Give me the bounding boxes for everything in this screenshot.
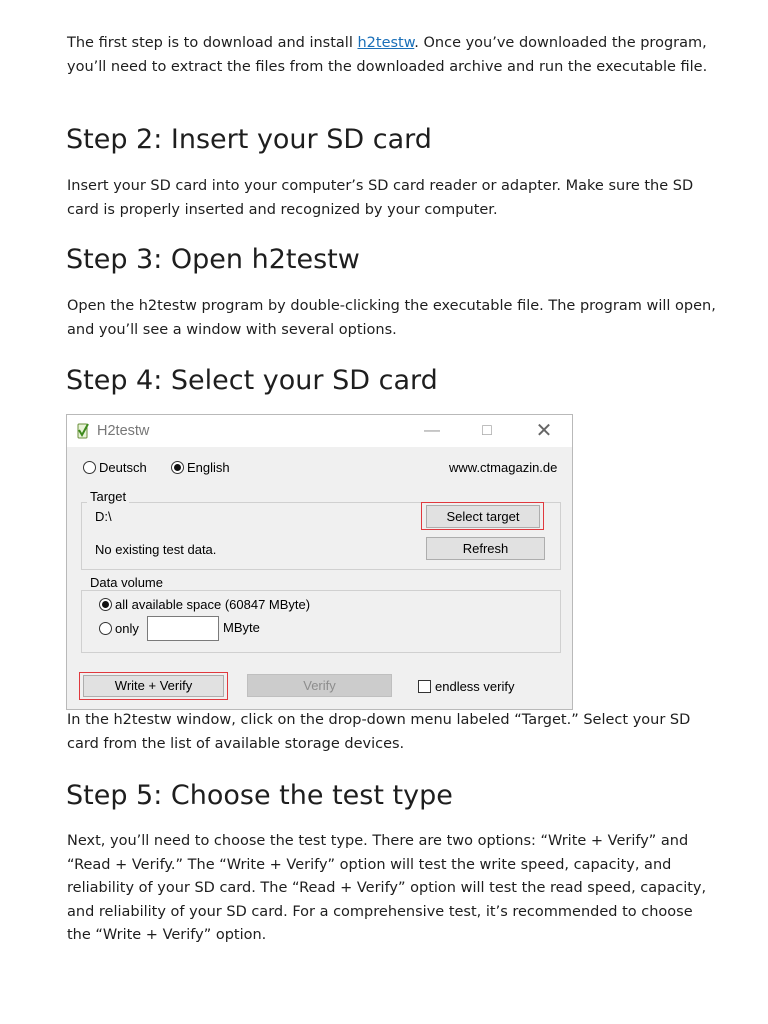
step5-paragraph: Next, you’ll need to choose the test type. There are two options: “Write + Verify” and “Read + Verify.” The “Write + Verify” option will test the write speed, capacity, and reliability of your SD card. The “Read + Verify” option will test the read speed, capacity, and reliability of your SD card. For a comprehensive test, it’s recommended to choose the “Write + Verify” option. [67,833,707,943]
website-label: www.ctmagazin.de [449,460,558,475]
h2testw-window-screenshot [66,414,573,710]
english-label: English [187,460,230,475]
target-group-label: Target [87,489,129,504]
endless-verify-label: endless verify [435,679,515,694]
intro-paragraph [67,32,717,79]
h2testw-link[interactable]: h2testw [357,35,415,51]
target-status: No existing test data. [95,542,217,557]
only-label: only [115,621,139,636]
target-drive: D:\ [95,509,112,524]
window-titlebar [67,415,572,447]
all-space-label: all available space (60847 MByte) [115,597,311,612]
endless-verify-checkbox[interactable] [418,680,431,693]
step4-heading: Step 4: Select your SD card [66,365,438,396]
step4-paragraph: In the h2testw window, click on the drop-down menu labeled “Target.” Select your SD card from the list of available storage devices. [67,712,691,752]
step5-heading: Step 5: Choose the test type [66,780,453,811]
refresh-button[interactable]: Refresh [426,537,545,560]
verify-button[interactable]: Verify [247,674,392,697]
deutsch-label: Deutsch [99,460,147,475]
intro-text-continued: . Once you’ve downloaded the program, you’ll need to extract the files from the downloaded archive and run the executable file. [67,35,708,75]
minimize-icon[interactable]: — [424,422,440,439]
window-title: H2testw [97,423,150,439]
step2-paragraph: Insert your SD card into your computer’s SD card reader or adapter. Make sure the SD card is properly inserted and recognized by your computer. [67,178,694,218]
step3-heading: Step 3: Open h2testw [66,244,360,275]
mbyte-unit-label: MByte [223,620,260,635]
h2testw-app-icon [75,422,91,440]
step2-heading: Step 2: Insert your SD card [66,124,432,155]
english-radio[interactable] [171,461,184,474]
only-mbyte-input[interactable] [147,616,219,641]
maximize-icon[interactable]: □ [482,422,492,439]
close-icon[interactable]: ✕ [535,420,553,442]
step3-paragraph: Open the h2testw program by double-clicking the executable file. The program will open, and you’ll see a window with several options. [67,298,716,338]
write-verify-button[interactable]: Write + Verify [83,675,224,697]
only-radio[interactable] [99,622,112,635]
deutsch-radio[interactable] [83,461,96,474]
select-target-button[interactable]: Select target [426,505,540,528]
intro-text: The first step is to download and install [67,35,358,51]
all-space-radio[interactable] [99,598,112,611]
data-volume-group-label: Data volume [87,575,166,590]
